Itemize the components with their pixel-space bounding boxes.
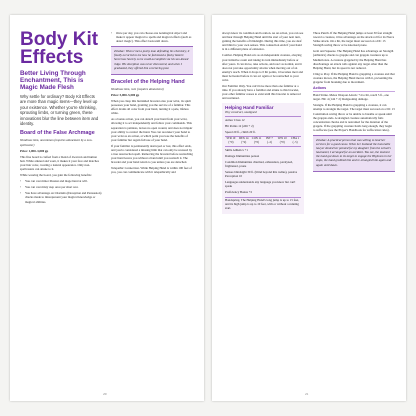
stat-divider [225,116,301,117]
list-item: • You can cast minor illusion and mage hand at will. [20,179,102,183]
stat-block-title: Helping Hand Familiar [225,104,274,110]
list-item: • You have advantage on Charisma (Deception and Persuasion) checks made to misrepresent your magical knowledge or magical abilities. [20,191,102,203]
stat-line: Languages understands any language you know but can't speak [225,180,296,189]
sidebar-note [313,135,395,172]
ability-score: WIS 10 (+0) [277,136,287,145]
bracelet-paragraph: Telepathic Connection. While Helping Hand is within 100 feet of you, you can communicate with it telepathically and [111,166,192,175]
right-column-2 [313,31,395,175]
stat-line: Senses blindsight 30 ft. (blind beyond this radius), passive Perception 10 [225,170,298,179]
stat-block [222,103,304,215]
page-number: 20 [103,392,107,396]
trait-paragraph: Grab and Squeeze. The Helping Hand has advantage on Strength (Athletics) checks to grapple and can grapple creatures up to Medium size. A creature grappled by the Helping Hand has disadvantage on attack rolls against any target other than the Helping Hand, but its speed is not reduced. [313,49,394,70]
stat-line: Skills Athletics +1 [225,147,248,152]
bracelet-meta: Wondrous item, rare (requires attunement) [111,86,164,91]
ability-scores [225,137,301,145]
stat-block-type: Tiny construct, unaligned [225,109,257,114]
sidebar-text: Zeledae: When I met a pushy man defending his chemistry, it finally occurred to me how he fashioned a flashy bizarre Sorcerous Society so he could accomplish via his sun-kissed ridge. His deception was never discovered, and when I graduated, they offered him a lecturing post. [114,49,190,70]
board-heading: Board of the False Archmage [20,130,95,137]
stat-line: Armor Class 12 [225,117,245,122]
page-number: 21 [305,392,309,396]
body-paragraph: Combat. Helping Hand acts as an independent creature, obeying your initiative count and taking its turn immediately before or after yours. It can move, take actions, and react as normal, and it does not provoke opportunity attacks when moving out of an enemy's reach. When it drops to 0 hit points, it becomes inert and must be healed before it can act again or be reattached to your wrist. [222,53,303,83]
bracelet-paragraph: When you clasp this burnished bracelet onto your wrist, its spirit possesses your hand, granting you the service of a familiar. This effect drains all color from your hand, turning it a pale, lifeless white. [111,98,191,116]
body-paragraph: Our Familiar Only. You can't have more than one familiar at a time. If you already have a familiar and attune to this bracelet, your other familiar ceases to exist until this bracelet is removed and reattuned. [222,84,301,101]
ability-score: CON 11 (+0) [251,136,262,145]
board-paragraph: This fine board is crafted from a blend of dwarven and human hair. While attuned and worn, it makes it your face and matches your hair color, creating a natural appearance. Only non-spellcasters can attune to it. [20,154,99,171]
board-price: Price: 1,000–3,000 gp [20,148,49,153]
actions-heading: Actions [313,86,395,92]
right-column-1 [222,31,304,216]
sidebar-note [111,46,193,74]
list-item: • You can cast misty step once per short rest. [20,185,102,189]
left-column-2 [111,31,193,177]
trait-paragraph: Three Punch. If the Helping Hand jumps at least 30 feet straight toward a creature, it has advantage on the attack roll for its Fierce Strike attack. On a hit, the target must succeed on a DC 13 Strength saving throw or be knocked prone. [313,31,395,48]
bracelet-heading: Bracelet of the Helping Hand [111,78,185,85]
stat-divider [225,197,301,198]
ability-score: INT 7 (−2) [265,136,273,145]
stat-line: Proficiency Bonus +2 [225,190,253,195]
right-page [212,15,406,401]
bracelet-price: Price: 5,000–5,500 gp [111,92,140,97]
stat-divider [225,146,301,147]
body-paragraph: always know its condition and location. As an action, you can see and hear through Helping Hand until the start of your next turn, gaining the benefits of blindsight. During this time, you are deaf and blind to your own senses. This connection ends if your hand is in a different plane of existence. [222,31,304,52]
stat-line: Damage Immunities poison [225,153,260,158]
action-paragraph: Strangle. If the Helping Hand is grappling a creature, it can attempt to strangle the target. The target must succeed on a DC 13 Constitution saving throw or be unable to breathe or speak until the grapple ends. A strangled creature automatically fails concentration checks and is restrained for the duration of the grapple. If the grappling creature holds long enough, they begin to suffocate (see the Player's Handbook for suffocation rules). [313,103,395,132]
bracelet-paragraph: If your familiar is permanently destroyed or lost, this effect ends, and you're considered a missing limb that can only be restored by a true resurrection spell. Removing the bracelet before reattaching your hand leaves you without a hand until you reattach it. The bracelet and your hand return to you unless you are detached. [111,143,193,165]
action-paragraph: Hand Strike. Melee Weapon Attack: +4 to hit, reach 5 ft., one target. Hit: 4 (1d4 + 2) bludgeoning damage. [313,93,389,102]
board-paragraph: While wearing the board, you gain the following benefits: [20,173,92,178]
page-subtitle: Better Living Through Enchantment, This is Magic Made Flesh [20,70,86,91]
left-page [10,15,204,401]
ability-score: CHA 1 (−5) [291,136,300,145]
ability-score: STR 10 (+0) [226,136,236,145]
bracelet-paragraph: As a bonus action, you can detach your hand from your wrist, allowing it to act independently and follow your commands. This separation is painless, leaves no open wound, and does not impair your ability to control the hand. You can reconnect your hand to your wrist as an action, at which point you lose the benefits of your familiar but regain full use of your hand. [111,117,193,142]
page-title: Body Kit Effects [20,29,99,68]
stat-line: Hit Points 12 (2d6 + 2) [225,123,254,128]
stat-line: Speed 20 ft., climb 20 ft. [225,129,256,134]
trait-paragraph: Cling to Prey. If the Helping Hand is grappling a creature and that creature moves, the Helping Hand moves with it, preventing the grappler from breaking due to movement. [313,71,395,85]
ability-score: DEX 14 (+2) [238,136,249,145]
stat-divider [225,136,301,137]
list-item: • Once per day, you can choose one nonmagical object and make it appear magical to spells and magical effects (such as detect magic). This effect lasts until dawn. [111,31,193,43]
stat-line: Handspring. The Helping Hand's long jump is up to 15 feet, and its high jump is up to 10 feet, with or without a running start. [225,198,300,211]
sidebar-text: Zeledae: A practical person that was willing to lend her services for a good cause. When her husband the honorable lawyer denied her pointed for my daughter from the school's lawmaster, I arranged for an accident. You see, the moment the hand got down to its target to engage the Highness in her stops, the hand grabbed him and re-strangled him again and again until dawn. [316,137,392,167]
board-meta: Wondrous item, uncommon (requires attunement by a non-spellcaster) [20,138,93,147]
stat-line: Condition Immunities charmed, exhaustion, paralyzed, frightened, prone [225,159,293,168]
intro-text: Why settle for ordinary? Body Kit Effects are more than magic items—they level up your existence. Whether you're shrinking, sprouting limbs, or turning green, these innovations blur the line between item and identity. [20,94,99,127]
left-column-1 [20,31,102,206]
